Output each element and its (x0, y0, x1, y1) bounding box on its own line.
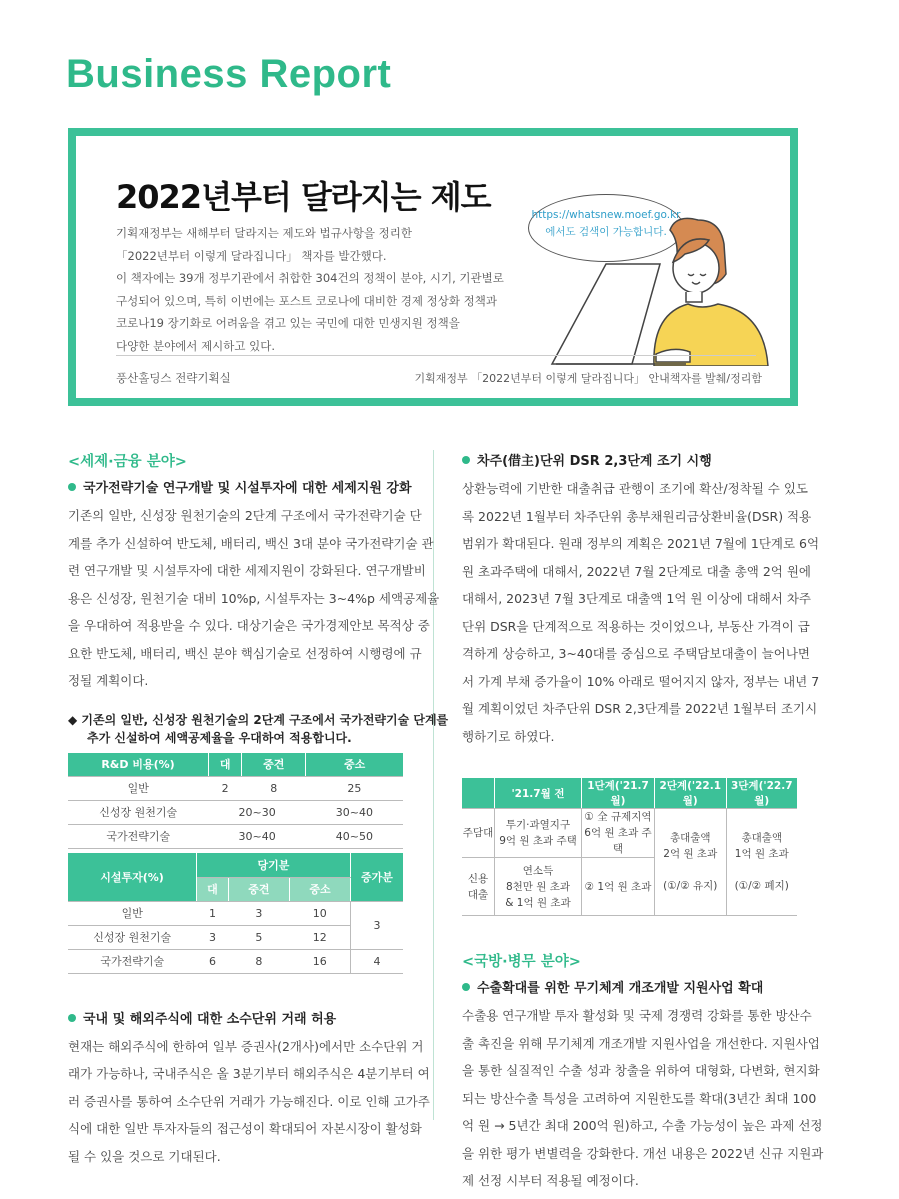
para-line: 러 증권사를 통하여 소수단위 거래가 가능해진다. 이로 인해 고가주 (68, 1093, 430, 1109)
para-line: 식에 대한 일반 투자자들의 접근성이 확대되어 자본시장이 활성화 (68, 1121, 422, 1136)
para-line: 출 촉진을 위해 무기체계 개조개발 지원사업을 개선한다. 지원사업 (462, 1035, 820, 1051)
cell-line (655, 862, 726, 878)
table-cell: 5 (228, 925, 289, 949)
table-cell (726, 809, 797, 916)
paragraph (68, 1033, 430, 1171)
cell-line: 총대출액 (669, 832, 711, 844)
table-header: 대 (209, 753, 242, 777)
bullet-heading (462, 977, 797, 996)
para-line: 대해서, 2023년 7월 3단계로 대출액 1억 원 이상에 대해서 차주 (462, 591, 811, 606)
intro-line: 다양한 분야에서 제시하고 있다. (116, 338, 276, 353)
table-subheader: 중소 (289, 877, 350, 901)
bullet-heading (68, 477, 412, 496)
table-cell: 국가전략기술 (68, 824, 209, 848)
para-line: 을 우대하여 적용받을 수 있다. 대상기술은 국가경제안보 목적상 중 (68, 618, 430, 633)
para-line: 되는 방산수출 특성을 고려하여 지원한도를 확대(3년간 최대 100 (462, 1090, 817, 1106)
table-header: 중소 (306, 753, 403, 777)
dsr-schedule-table (462, 778, 797, 916)
table-cell: 3 (228, 901, 289, 925)
table-cell: 1 (197, 901, 229, 925)
para-line: 단위 DSR을 단계적으로 적용하는 것이었으나, 부동산 가격이 급 (462, 618, 810, 634)
cell-line: 9억 원 초과 주택 (499, 835, 577, 847)
para-line: 계를 추가 신설하여 반도체, 배터리, 백신 3대 분야 국가전략기술 관 (68, 535, 434, 551)
table-row (68, 901, 403, 925)
table-cell: ② 1억 원 초과 (582, 858, 655, 916)
bubble-note: 에서도 검색이 가능합니다. (545, 226, 667, 238)
table-row (462, 809, 797, 858)
table-header: 3단계('22.7월) (726, 778, 797, 809)
table-header: 1단계('21.7월) (582, 778, 655, 809)
para-line: 범위가 확대된다. 원래 정부의 계획은 2021년 7월에 1단계로 6억 (462, 536, 820, 551)
note-line: 추가 신설하여 세액공제율을 우대하여 적용합니다. (87, 730, 352, 745)
right-column (462, 450, 824, 1195)
table-cell: 3 (197, 925, 229, 949)
para-line: 을 위한 평가 변별력을 강화한다. 개선 내용은 2022년 신규 지원과 (462, 1145, 824, 1161)
bullet-dot-icon (462, 456, 470, 464)
intro-line: 코로나19 장기화로 어려움을 겪고 있는 국민에 대한 민생지원 정책을 (116, 316, 460, 330)
intro-box (68, 128, 798, 406)
table-cell: 2 (209, 776, 242, 800)
table-cell: 20~30 (209, 800, 306, 824)
bullet-text: 국가전략기술 연구개발 및 시설투자에 대한 세제지원 강화 (83, 481, 412, 496)
table-cell: 신성장 원천기술 (68, 800, 209, 824)
intro-line: 구성되어 있으며, 특히 이번에는 포스트 코로나에 대비한 경제 정상화 정책과 (116, 293, 497, 308)
table-subheader: 중견 (228, 877, 289, 901)
para-line: 억 원 → 5년간 최대 200억 원)하고, 수출 가능성이 높은 과제 선정 (462, 1118, 823, 1133)
para-line: 행하기로 하였다. (462, 728, 555, 744)
table-cell: 30~40 (209, 824, 306, 848)
para-line: 서 가계 부채 증가율이 10% 아래로 떨어지지 않자, 정부는 내년 7 (462, 673, 820, 689)
table-cell: 3 (351, 901, 404, 949)
table-cell (582, 809, 655, 858)
table-cell (655, 809, 727, 916)
cell-line: (①/② 폐지) (734, 880, 789, 892)
paragraph (462, 1002, 824, 1195)
table-cell: 30~40 (306, 800, 403, 824)
table-header: R&D 비용(%) (68, 753, 209, 777)
table-row (68, 800, 403, 824)
para-line: 정될 계획이다. (68, 673, 149, 688)
bullet-text: 수출확대를 위한 무기체계 개조개발 지원사업 확대 (477, 981, 764, 996)
table-row (68, 949, 403, 973)
table-header: 중견 (242, 753, 306, 777)
bullet-text: 차주(借主)단위 DSR 2,3단계 조기 시행 (477, 454, 712, 469)
table-header: 당기분 (197, 853, 351, 878)
table-header: 2단계('22.1월) (655, 778, 727, 809)
table-cell (495, 809, 582, 858)
table-cell: 25 (306, 776, 403, 800)
table-note (68, 711, 449, 747)
cell-line: 8천만 원 초과 (505, 880, 571, 893)
cell-line: 신용 (467, 872, 489, 885)
intro-line: 「2022년부터 이렇게 달라집니다」 책자를 발간했다. (116, 248, 387, 263)
para-line: 용은 신성장, 원천기술 대비 10%p, 시설투자는 3~4%p 세액공제율 (68, 590, 440, 606)
cell-line: 대출 (467, 888, 489, 901)
para-line: 상환능력에 기반한 대출취급 관행이 조기에 확산/정착될 수 있도 (462, 481, 808, 496)
cell-line: 2억 원 초과 (663, 848, 718, 860)
paragraph (462, 475, 820, 750)
para-line: 제 선정 시부터 적용될 예정이다. (462, 1173, 639, 1188)
table-cell: 국가전략기술 (68, 949, 197, 973)
cell-line: 투기·과열지구 (505, 819, 571, 831)
table-cell: 16 (289, 949, 350, 973)
bullet-dot-icon (68, 1014, 76, 1022)
para-line: 월 계획이었던 차주단위 DSR 2,3단계를 2022년 1월부터 조기시 (462, 701, 818, 716)
table-cell: 8 (228, 949, 289, 973)
intro-title: 2022년부터 달라지는 제도 (116, 178, 491, 216)
table-cell: 10 (289, 901, 350, 925)
cell-line: 연소득 (522, 864, 554, 877)
cell-line: & 1억 원 초과 (505, 896, 571, 909)
table-row (68, 776, 403, 800)
table-cell (462, 858, 495, 916)
cell-line: 6억 원 초과 주택 (584, 827, 652, 855)
cell-line: ① 全 규제지역 (584, 811, 652, 823)
bullet-text: 국내 및 해외주식에 대한 소수단위 거래 허용 (83, 1011, 337, 1027)
para-line: 을 통한 실질적인 수출 성과 창출을 위하여 대형화, 다변화, 현지화 (462, 1063, 820, 1078)
cell-line: (①/② 유지) (663, 880, 718, 892)
para-line: 련 연구개발 및 시설투자에 대한 세제지원이 강화된다. 연구개발비 (68, 563, 426, 578)
para-line: 래가 가능하나, 국내주식은 올 3분기부터 해외주식은 4분기부터 여 (68, 1066, 430, 1081)
para-line: 격하게 상승하고, 3~40대를 중심으로 주택담보대출이 늘어나면 (462, 646, 810, 661)
paragraph (68, 502, 440, 695)
para-line: 수출용 연구개발 투자 활성화 및 국제 경쟁력 강화를 통한 방산수 (462, 1008, 812, 1023)
intro-divider (116, 355, 756, 356)
table-header: '21.7월 전 (495, 778, 582, 809)
note-line: ◆ 기존의 일반, 신성장 원천기술의 2단계 구조에서 국가전략기술 단계를 (68, 712, 449, 727)
intro-line: 이 책자에는 39개 정부기관에서 취합한 304건의 정책이 분야, 시기, 기관별로 (116, 271, 504, 285)
para-line: 록 2022년 1월부터 차주단위 총부채원리금상환비율(DSR) 적용 (462, 508, 812, 524)
cell-line (727, 862, 798, 878)
para-line: 요한 반도체, 배터리, 백신 분야 핵심기술로 선정하여 시행령에 규 (68, 645, 422, 661)
bullet-heading (462, 450, 797, 469)
table-cell: 일반 (68, 901, 197, 925)
table-cell: 8 (242, 776, 306, 800)
table-cell: 12 (289, 925, 350, 949)
table-cell: 40~50 (306, 824, 403, 848)
table-header (462, 778, 495, 809)
section-heading-defense: <국방·병무 분야> (462, 954, 581, 970)
intro-body (116, 222, 504, 357)
para-line: 기존의 일반, 신성장 원천기술의 2단계 구조에서 국가전략기술 단 (68, 508, 422, 523)
bubble-url[interactable]: https://whatsnew.moef.go.kr (531, 209, 681, 221)
intro-line: 기획재정부는 새해부터 달라지는 제도와 법규사항을 정리한 (116, 226, 412, 240)
bullet-dot-icon (462, 983, 470, 991)
para-line: 될 수 있을 것으로 기대된다. (68, 1148, 221, 1164)
rd-cost-table (68, 753, 403, 849)
table-cell: 일반 (68, 776, 209, 800)
table-row (68, 824, 403, 848)
brand-title: Business Report (66, 52, 392, 96)
section-heading-tax-finance: <세제·금융 분야> (68, 454, 187, 470)
para-line: 현재는 해외주식에 한하여 일부 증권사(2개사)에서만 소수단위 거 (68, 1038, 424, 1054)
table-cell: 6 (197, 949, 229, 973)
para-line: 원 초과주택에 대해서, 2022년 7월 2단계로 대출 총액 2억 원에 (462, 563, 811, 579)
table-header: 증가분 (351, 853, 404, 902)
table-cell: 신성장 원천기술 (68, 925, 197, 949)
author-credit: 풍산홀딩스 전략기획실 (116, 371, 231, 385)
table-header: 시설투자(%) (68, 853, 197, 902)
woman-laptop-illustration (536, 216, 786, 366)
table-cell: 주담대 (462, 809, 495, 858)
bullet-heading (68, 1008, 403, 1027)
left-column (68, 450, 449, 1170)
cell-line: 총대출액 (741, 832, 783, 844)
table-cell (495, 858, 582, 916)
facility-investment-table (68, 853, 403, 974)
table-cell: 4 (351, 949, 404, 973)
bullet-dot-icon (68, 483, 76, 491)
source-credit: 기획재정부 「2022년부터 이렇게 달라집니다」 안내책자를 발췌/정리함 (414, 372, 762, 385)
cell-line: 1억 원 초과 (734, 848, 789, 860)
table-subheader: 대 (197, 877, 229, 901)
